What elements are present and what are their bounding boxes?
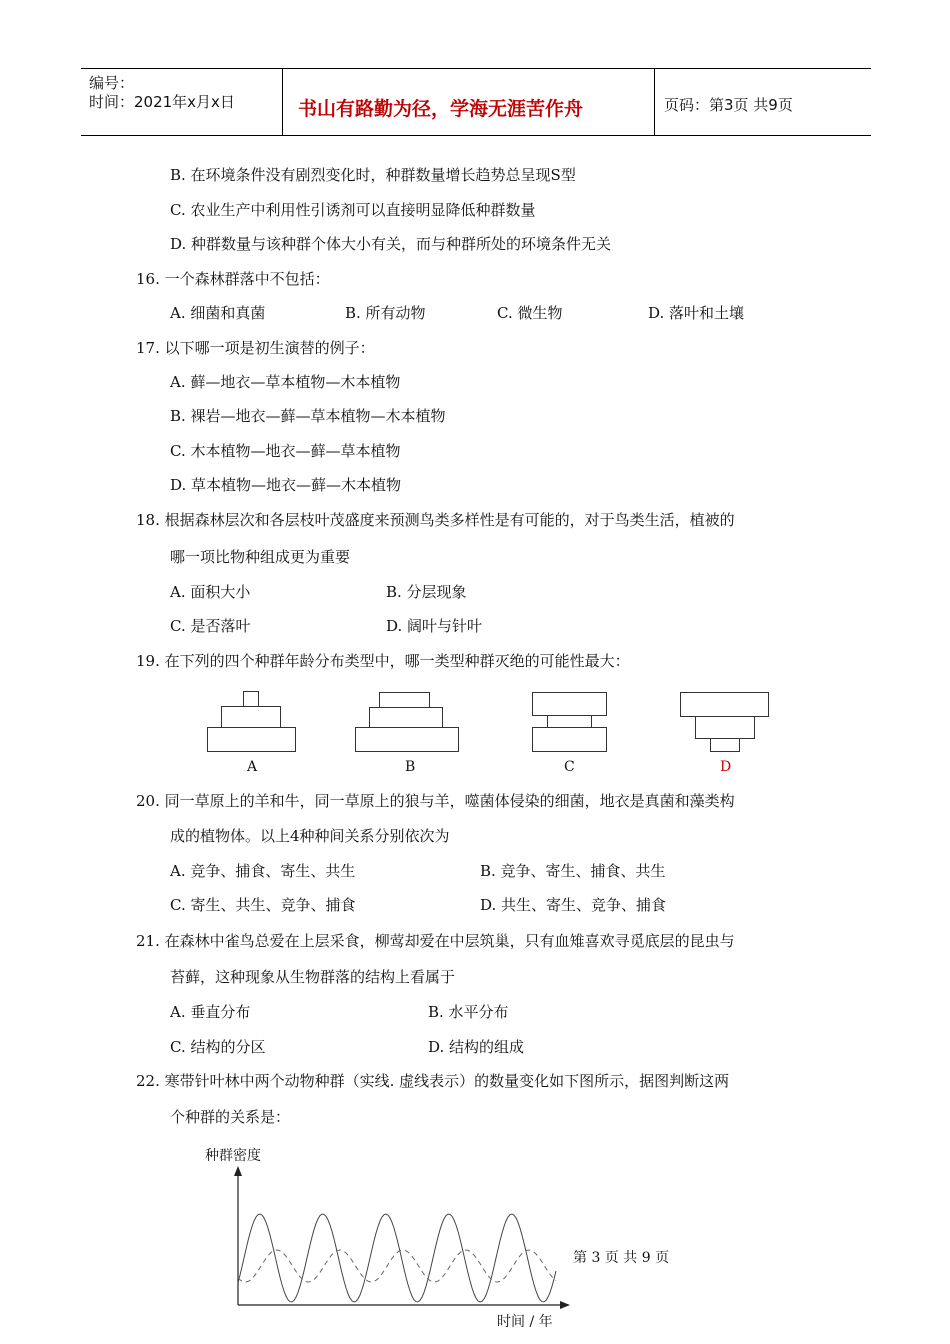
q20-stem-line1: 20. 同一草原上的羊和牛，同一草原上的狼与羊，噬菌体侵染的细菌，地衣是真菌和藻类构 (136, 792, 735, 810)
q18-option-b: B. 分层现象 (386, 583, 467, 601)
q17-stem: 17. 以下哪一项是初生演替的例子： (136, 339, 375, 357)
q20-option-a: A. 竞争、捕食、寄生、共生 (170, 862, 356, 880)
age-pyramid-label-d: D (720, 759, 732, 775)
q18-option-c: C. 是否落叶 (170, 617, 251, 635)
q21-stem-line2: 苔藓，这种现象从生物群落的结构上看属于 (170, 968, 456, 986)
header-bottom-rule (81, 135, 871, 136)
q16-stem: 16. 一个森林群落中不包括： (136, 270, 330, 288)
time-label: 时间：2021年x月x日 (89, 93, 235, 111)
q22-stem-line2: 个种群的关系是： (170, 1108, 291, 1126)
graph-x-arrow (560, 1301, 570, 1309)
age-pyramid-label-a: A (247, 759, 258, 775)
q18-stem-line2: 哪一项比物种组成更为重要 (170, 548, 351, 566)
q16-option-d: D. 落叶和土壤 (648, 304, 745, 322)
q20-option-b: B. 竞争、寄生、捕食、共生 (480, 862, 666, 880)
q15-option-b: B. 在环境条件没有剧烈变化时，种群数量增长趋势总呈现S型 (170, 166, 576, 184)
q22-stem-line1: 22. 寒带针叶林中两个动物种群（实线. 虚线表示）的数量变化如下图所示，据图判断这两 (136, 1072, 730, 1090)
footer-page-number: 第 3 页 共 9 页 (571, 1247, 671, 1267)
age-pyramid-label-b: B (405, 759, 416, 775)
header-divider-left (282, 68, 283, 136)
q21-option-d: D. 结构的组成 (428, 1038, 525, 1056)
q20-option-c: C. 寄生、共生、竞争、捕食 (170, 896, 356, 914)
q16-option-c: C. 微生物 (497, 304, 563, 322)
q21-option-c: C. 结构的分区 (170, 1038, 266, 1056)
graph-y-label: 种群密度 (205, 1148, 261, 1164)
serial-label: 编号： (89, 74, 135, 92)
page-indicator: 页码：第3页 共9页 (664, 96, 793, 114)
header-top-rule (81, 68, 871, 69)
q17-option-d: D. 草本植物—地衣—藓—木本植物 (170, 476, 402, 494)
q15-option-d: D. 种群数量与该种群个体大小有关，而与种群所处的环境条件无关 (170, 235, 612, 253)
q21-option-b: B. 水平分布 (428, 1003, 509, 1021)
q21-option-a: A. 垂直分布 (170, 1003, 251, 1021)
q20-stem-line2: 成的植物体。以上4种种间关系分别依次为 (170, 827, 450, 845)
q16-option-a: A. 细菌和真菌 (170, 304, 266, 322)
age-pyramid-label-c: C (564, 759, 575, 775)
dashed-population-curve (238, 1250, 556, 1282)
header-motto: 书山有路勤为径，学海无涯苦作舟 (298, 98, 584, 120)
graph-y-arrow (234, 1166, 242, 1176)
q18-option-d: D. 阔叶与针叶 (386, 617, 483, 635)
q18-stem-line1: 18. 根据森林层次和各层枝叶茂盛度来预测鸟类多样性是有可能的，对于鸟类生活，植被的 (136, 511, 735, 529)
q21-stem-line1: 21. 在森林中雀鸟总爱在上层采食，柳莺却爱在中层筑巢，只有血雉喜欢寻觅底层的昆虫与 (136, 932, 735, 950)
solid-population-curve (238, 1214, 556, 1302)
q18-option-a: A. 面积大小 (170, 583, 251, 601)
header-divider-right (654, 68, 655, 136)
graph-x-label: 时间 / 年 (497, 1314, 553, 1330)
q17-option-a: A. 藓—地衣—草本植物—木本植物 (170, 373, 401, 391)
q19-stem: 19. 在下列的四个种群年龄分布类型中，哪一类型种群灭绝的可能性最大： (136, 652, 630, 670)
q17-option-c: C. 木本植物—地衣—藓—草本植物 (170, 442, 401, 460)
q16-option-b: B. 所有动物 (345, 304, 426, 322)
q17-option-b: B. 裸岩—地衣—藓—草本植物—木本植物 (170, 407, 446, 425)
q15-option-c: C. 农业生产中利用性引诱剂可以直接明显降低种群数量 (170, 201, 536, 219)
q20-option-d: D. 共生、寄生、竞争、捕食 (480, 896, 667, 914)
